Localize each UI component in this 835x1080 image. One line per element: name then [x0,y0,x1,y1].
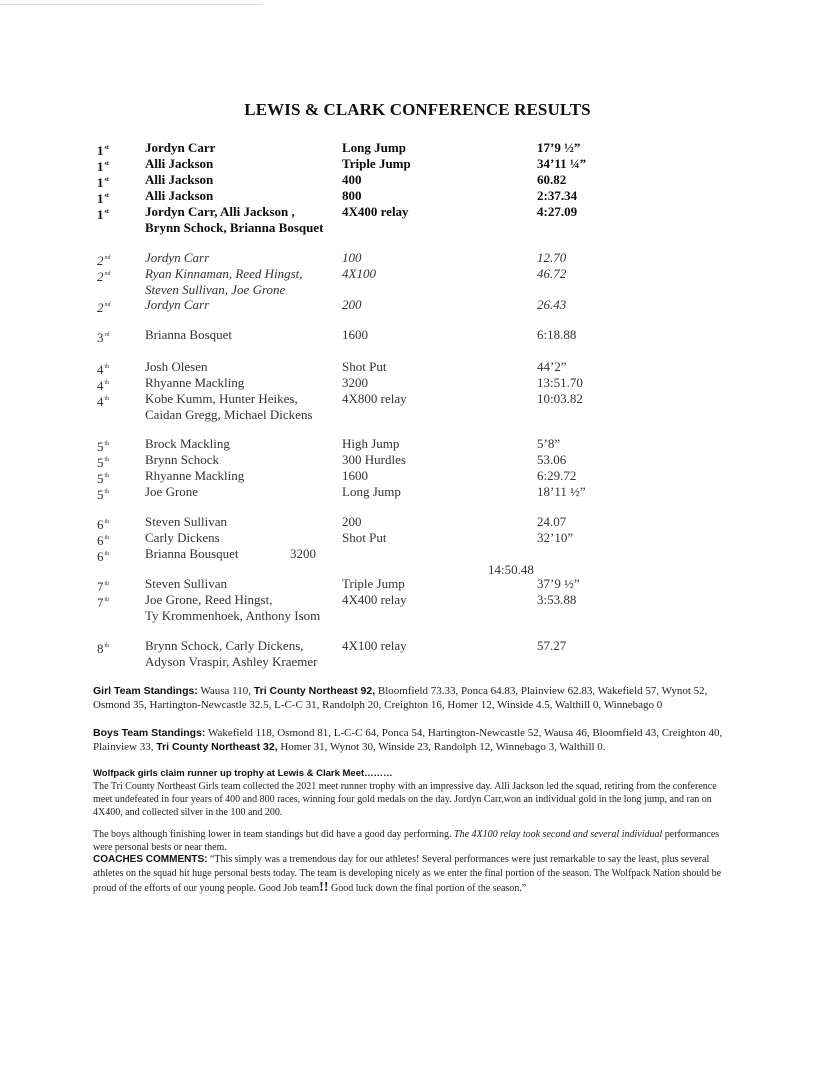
result-place-number: 6 [97,533,104,548]
result-place-number: 2 [97,269,104,284]
result-athlete-line: Adyson Vraspir, Ashley Kraemer [145,654,318,669]
result-mark: 18’11 ½” [537,484,586,499]
result-row [0,514,835,530]
result-place [97,204,109,223]
result-place-suffix: th [104,457,110,463]
boys-team-standings [93,726,733,754]
result-athlete [145,530,220,546]
result-athlete-line: Brock Mackling [145,436,230,451]
result-athlete [145,391,313,423]
result-event: 4X100 relay [342,638,407,653]
result-place-suffix: th [104,535,110,541]
result-mark: 2:37.34 [537,188,578,203]
result-place-number: 1 [97,143,104,158]
result-row [0,484,835,500]
result-athlete [145,468,244,484]
boys-standings-tcne: Tri County Northeast 32, [156,741,278,753]
result-athlete-line: Jordyn Carr [145,250,210,265]
result-place-suffix: st [104,209,109,215]
result-event: 200 [342,514,362,529]
result-event: 3200 [342,375,368,390]
result-event: Long Jump [342,140,406,155]
result-place [97,546,109,565]
coaches-comments-exclaim: !! [319,880,329,895]
article-headline-text: Wolfpack girls claim runner up trophy at Lewis & Clark Meet……… [93,768,393,779]
result-row [0,375,835,391]
result-place-suffix: rd [104,332,110,338]
result-athlete-line: Caidan Gregg, Michael Dickens [145,407,313,422]
result-mark: 60.82 [537,172,567,187]
result-place-suffix: th [104,473,110,479]
result-mark: 5’8” [537,436,561,451]
result-athlete-line: Jordyn Carr [145,297,210,312]
result-mark: 6:29.72 [537,468,577,483]
result-athlete-line: Alli Jackson [145,156,214,171]
article-p2-text-b: performances were personal bests or near them. [93,829,720,853]
result-event: Triple Jump [342,156,411,171]
article-paragraph-2 [93,828,733,854]
result-row [0,172,835,188]
result-mark: 34’11 ¼” [537,156,587,171]
result-event: Shot Put [342,359,387,374]
result-place [97,484,109,503]
result-athlete [145,140,215,156]
result-athlete-line: Rhyanne Mackling [145,375,245,390]
result-place-number: 5 [97,439,104,454]
result-mark: 4:27.09 [537,204,578,219]
result-mark: 32’10” [537,530,574,545]
result-row [0,638,835,670]
result-event: 800 [342,188,362,203]
girls-standings-text-b: Bloomfield 73.33, Ponca 64.83, Plainview 62.83, Wakefield 57, Wynot 52, Osmond 35, Hartington-Newcastle 32.5, L-C-C 31, Randolph 20, Creighton 16, Homer 12, Winside 4.5, Walthill 0, Winnebago 0 [93,685,708,711]
result-athlete-line: Jordyn Carr, Alli Jackson , [145,204,295,219]
result-athlete-line: Steven Sullivan, Joe Grone [145,282,286,297]
result-event: 300 Hurdles [342,452,406,467]
girls-standings-tcne: Tri County Northeast 92, [253,685,376,697]
result-athlete-line: Brianna Bousquet [145,546,239,561]
result-mark: 13:51.70 [537,375,583,390]
result-athlete-line: Kobe Kumm, Hunter Heikes, [145,391,298,406]
girls-standings-text-a: Wausa 110, [197,685,254,697]
result-mark: 57.27 [537,638,567,653]
result-mark: 24.07 [537,514,567,529]
result-athlete-line: Brianna Bosquet [145,327,233,342]
boys-standings-text-a: Wakefield 118, Osmond 81, L-C-C 64, Ponca 54, Hartington-Newcastle 52, Wausa 46, Bloomfield 43, Creighton 40, Plainview 33, [93,727,723,753]
result-row [0,576,835,592]
result-place [97,266,111,285]
coaches-comments-text-a: “This simply was a tremendous day for our athletes! Several performances were just remarkable to say the least, plus several athletes on the squad hit huge personal bests today. The team is developing nicely as we enter the final portion of the season. The Wolfpack Nation should be proud of the efforts of our young people. Good Job team [93,854,722,894]
result-event: 4X400 relay [342,592,407,607]
result-mark: 12.70 [537,250,567,265]
result-event: 1600 [342,468,368,483]
result-place-suffix: st [104,161,109,167]
result-place-suffix: st [104,193,109,199]
result-athlete-line: Brynn Schock, Carly Dickens, [145,638,304,653]
result-place-number: 5 [97,487,104,502]
result-event: 100 [342,250,362,265]
result-mark: 44’2” [537,359,567,374]
result-mark: 14:50.48 [488,562,534,577]
result-row [0,391,835,423]
result-athlete [145,266,303,298]
result-mark: 26.43 [537,297,567,312]
result-place-suffix: th [104,364,110,370]
article-p2-text-a: The boys although finishing lower in team standings but did have a good day performing. [93,829,455,840]
result-event: Shot Put [342,530,387,545]
result-athlete-line: Steven Sullivan [145,514,227,529]
result-row [0,297,835,313]
result-athlete-line: Rhyanne Mackling [145,468,245,483]
result-row [0,266,835,298]
result-mark: 46.72 [537,266,567,281]
result-place-number: 8 [97,641,104,656]
result-place [97,297,111,316]
result-athlete [145,375,244,391]
result-place-suffix: st [104,145,109,151]
result-place-number: 5 [97,455,104,470]
result-place-suffix: th [104,441,110,447]
result-place-suffix: th [104,643,110,649]
result-event: 3200 [290,546,316,561]
result-place-number: 1 [97,207,104,222]
coaches-comments [93,853,733,896]
page-title: LEWIS & CLARK CONFERENCE RESULTS [244,100,591,119]
result-row [0,140,835,156]
result-athlete-line: Brynn Schock [145,452,220,467]
result-athlete-line: Ryan Kinnaman, Reed Hingst, [145,266,303,281]
result-mark: 37’9 ½” [537,576,580,591]
result-row [0,452,835,468]
result-athlete-line: Jordyn Carr [145,140,216,155]
result-athlete [145,297,209,313]
result-place-number: 6 [97,549,104,564]
result-place-suffix: nd [104,271,111,277]
result-place [97,638,109,657]
result-athlete [145,436,230,452]
result-event: 4X400 relay [342,204,409,219]
result-row [0,156,835,172]
result-athlete [145,250,209,266]
article-paragraph-1: The Tri County Northeast Girls team collected the 2021 meet runner trophy with an impressive day. Alli Jackson led the squad, retiring from the conference meet undefeated in four years of 400 and 800 races, winning four gold medals on the day. Jordyn Carr,won an individual gold in the long jump, and ran on 4X400, and collected silver in the 100 and 200. [93,781,717,818]
result-place-number: 1 [97,159,104,174]
result-place-suffix: th [104,380,110,386]
result-place-number: 6 [97,517,104,532]
result-event: High Jump [342,436,400,451]
result-mark: 53.06 [537,452,567,467]
result-athlete [145,546,239,562]
result-row [0,359,835,375]
result-place-suffix: st [104,177,109,183]
result-place [97,592,109,611]
result-athlete [145,592,320,624]
result-place-suffix: th [104,551,110,557]
result-row [0,188,835,204]
result-athlete-line: Alli Jackson [145,188,214,203]
result-athlete [145,576,227,592]
result-mark: 10:03.82 [537,391,583,406]
result-place-suffix: th [104,519,110,525]
result-row [0,592,835,624]
result-athlete-line: Alli Jackson [145,172,214,187]
result-place-number: 4 [97,394,104,409]
boys-standings-text-b: Homer 31, Wynot 30, Winside 23, Randolph 12, Winnebago 3, Walthill 0. [277,741,606,753]
result-mark: 17’9 ½” [537,140,581,155]
result-athlete-line: Steven Sullivan [145,576,227,591]
result-mark: 6:18.88 [537,327,577,342]
result-place-number: 1 [97,175,104,190]
result-event: 200 [342,297,362,312]
result-row [0,204,835,236]
result-event: Long Jump [342,484,401,499]
result-row [0,327,835,343]
result-event: Triple Jump [342,576,405,591]
result-athlete-line: Josh Olesen [145,359,208,374]
result-place-suffix: nd [104,302,111,308]
result-place [97,327,110,346]
result-place-number: 4 [97,378,104,393]
result-athlete [145,188,213,204]
result-place [97,391,109,410]
result-row [0,468,835,484]
result-athlete [145,359,207,375]
result-athlete-line: Carly Dickens [145,530,220,545]
result-athlete-line: Ty Krommenhoek, Anthony Isom [145,608,321,623]
result-athlete [145,327,232,343]
result-event: 4X800 relay [342,391,407,406]
result-place-number: 5 [97,471,104,486]
article-p2-italic: The 4X100 relay took second and several individual [454,829,663,840]
result-row [0,250,835,266]
result-row [0,436,835,452]
result-place-number: 7 [97,595,104,610]
coaches-comments-label: COACHES COMMENTS: [93,854,208,865]
result-row [0,530,835,546]
result-row [0,546,835,577]
result-athlete [145,156,213,172]
boys-standings-label: Boys Team Standings: [93,727,206,739]
result-event: 4X100 [342,266,376,281]
result-place-suffix: th [104,581,110,587]
result-place-suffix: th [104,489,110,495]
result-athlete [145,638,317,670]
result-place-number: 2 [97,300,104,315]
result-athlete [145,204,323,236]
result-event: 400 [342,172,362,187]
girls-standings-label: Girl Team Standings: [93,685,198,697]
result-place-suffix: th [104,597,110,603]
result-place-number: 2 [97,253,104,268]
result-athlete [145,452,219,468]
girls-team-standings [93,684,733,712]
result-place-suffix: nd [104,255,111,261]
result-place-number: 4 [97,362,104,377]
result-mark: 3:53.88 [537,592,577,607]
result-place-number: 1 [97,191,104,206]
result-athlete-line: Brynn Schock, Brianna Bosquet [145,220,324,235]
result-athlete-line: Joe Grone [145,484,199,499]
coaches-comments-text-b: Good luck down the final portion of the season.” [328,883,527,894]
result-place-suffix: th [104,396,110,402]
result-athlete [145,484,198,500]
scan-artifact-line [0,4,262,5]
result-athlete [145,514,227,530]
result-place-number: 7 [97,579,104,594]
result-athlete [145,172,213,188]
article-headline [93,767,733,780]
result-event: 1600 [342,327,368,342]
result-place-number: 3 [97,330,104,345]
result-athlete-line: Joe Grone, Reed Hingst, [145,592,273,607]
